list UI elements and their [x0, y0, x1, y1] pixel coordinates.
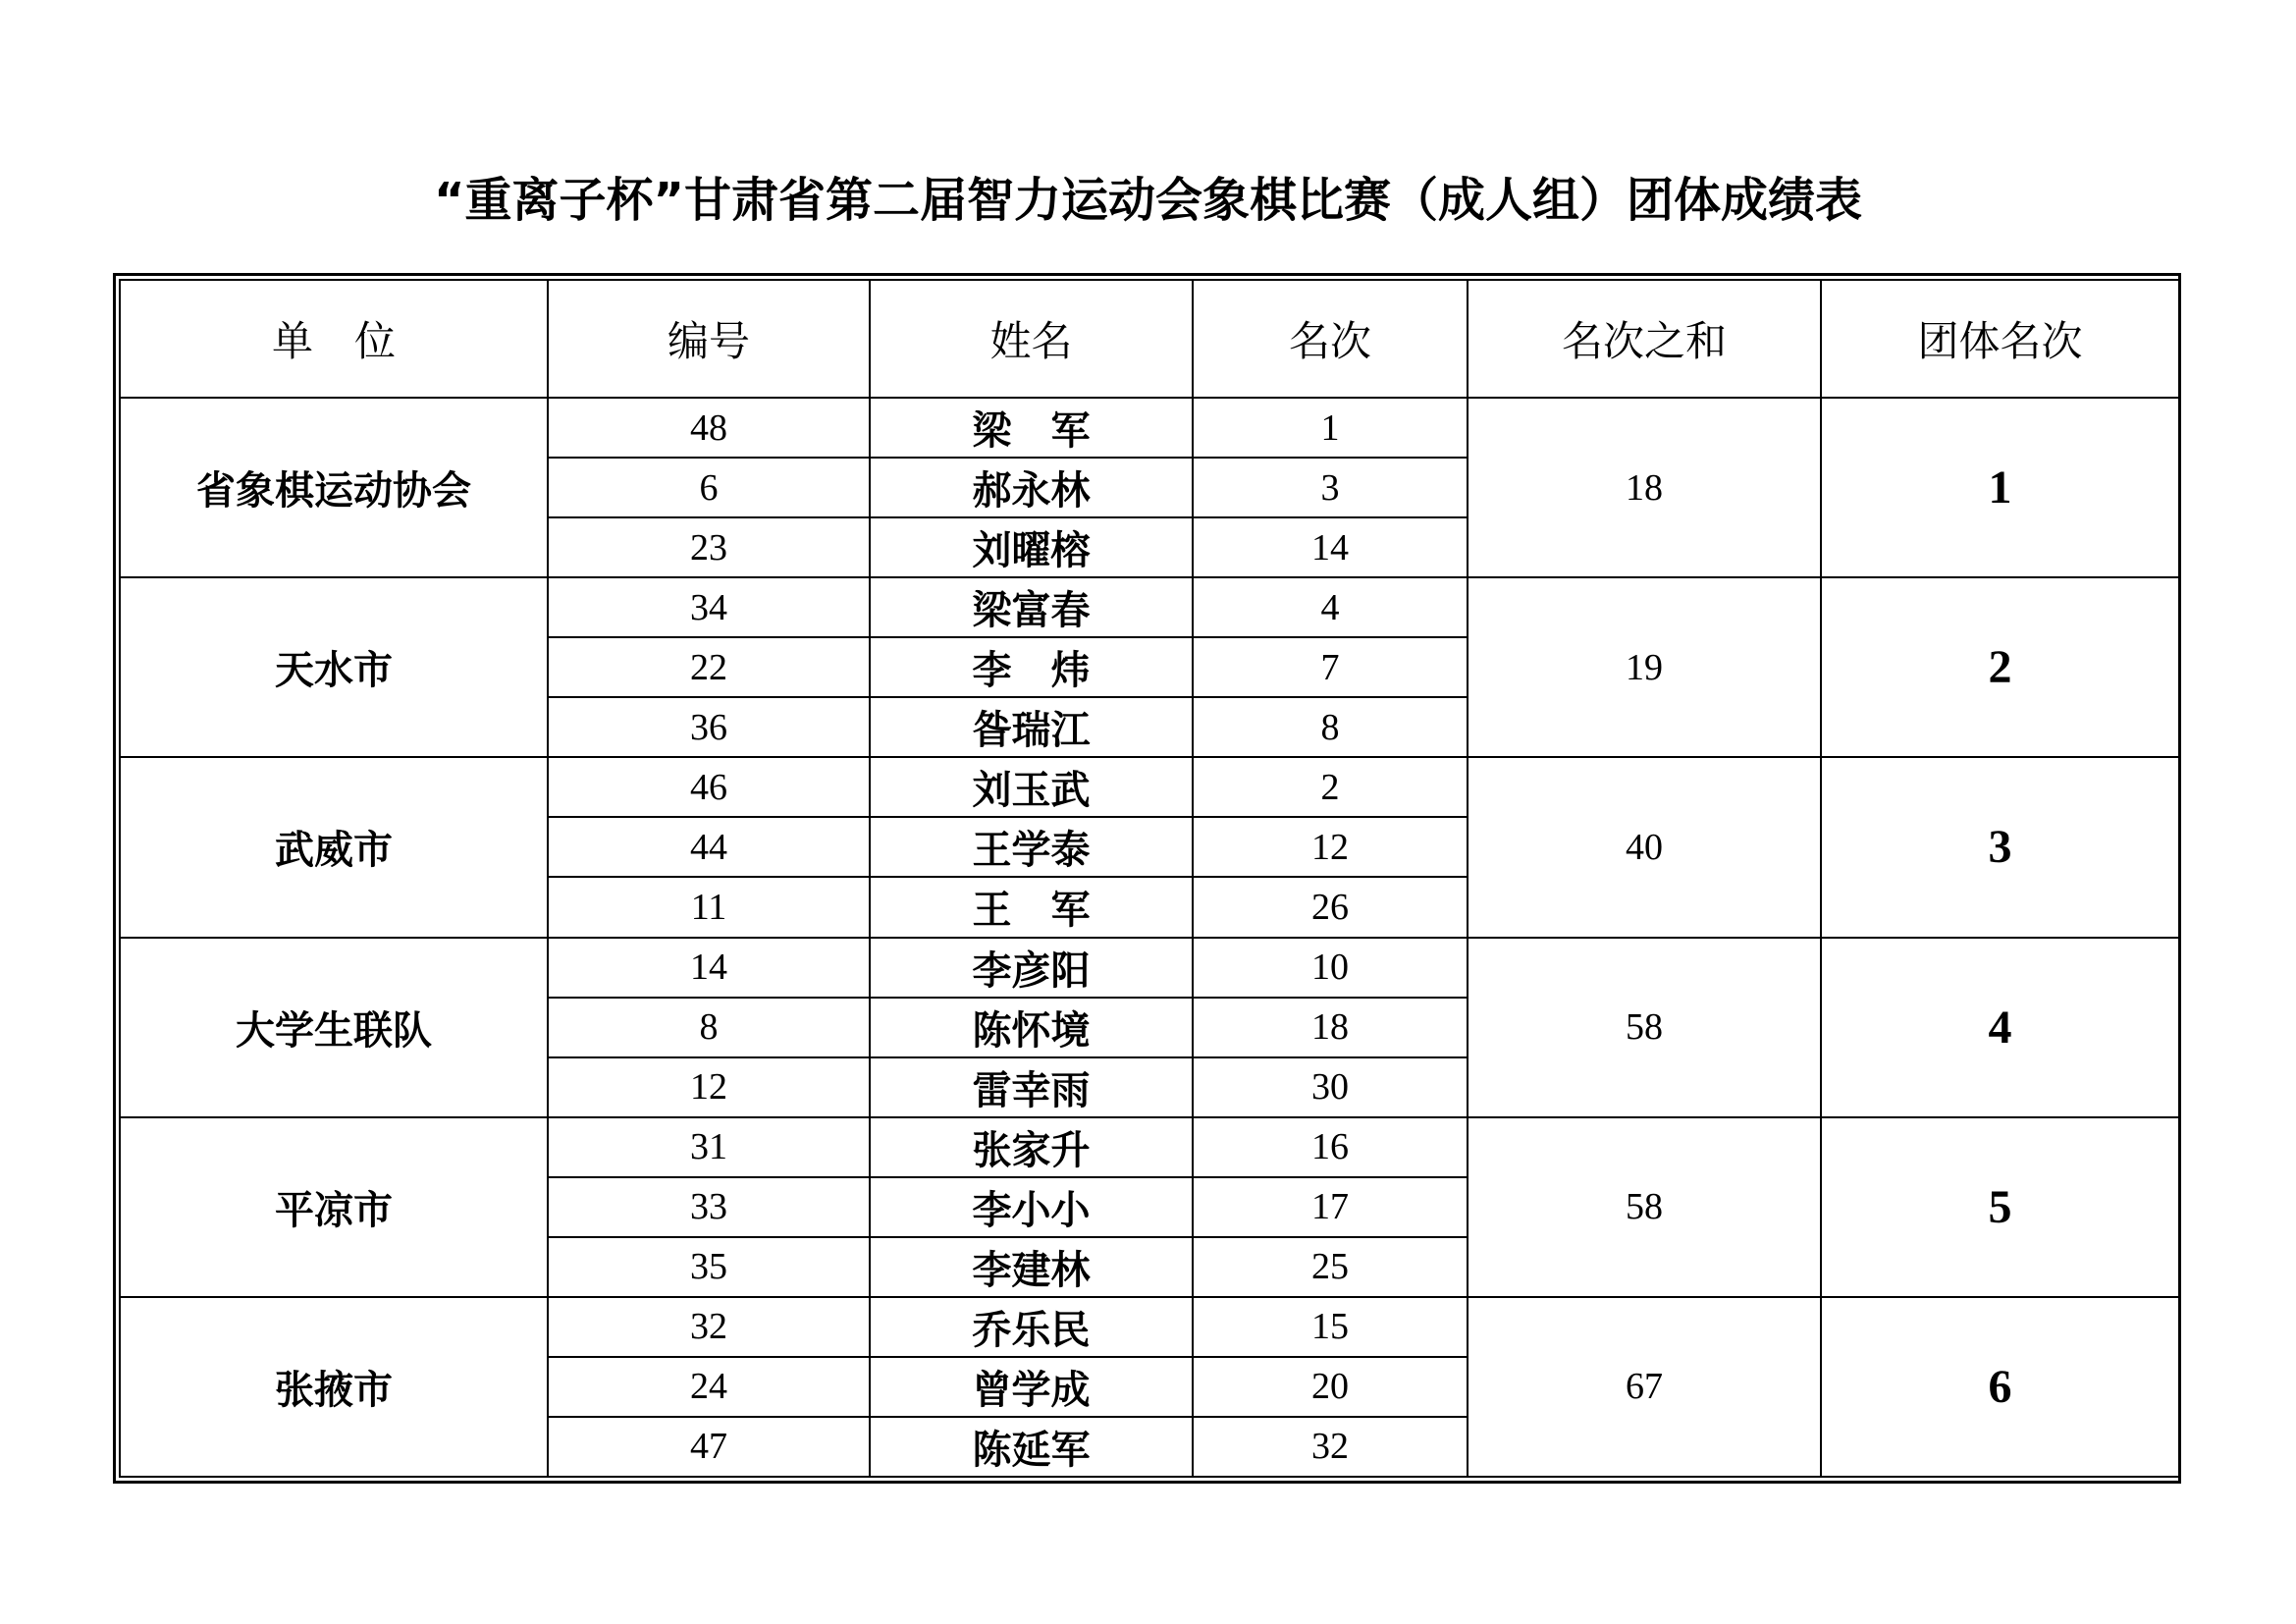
header-rank: 名次 [1193, 280, 1468, 398]
player-number: 47 [548, 1417, 870, 1477]
rank-sum-cell: 40 [1468, 757, 1821, 937]
player-rank: 32 [1193, 1417, 1468, 1477]
player-number: 33 [548, 1177, 870, 1237]
player-name: 刘玉武 [870, 757, 1193, 817]
header-rank-sum: 名次之和 [1468, 280, 1821, 398]
rank-sum-cell: 58 [1468, 938, 1821, 1117]
unit-cell: 张掖市 [120, 1297, 548, 1477]
rank-sum-cell: 67 [1468, 1297, 1821, 1477]
player-rank: 17 [1193, 1177, 1468, 1237]
player-number: 11 [548, 877, 870, 937]
player-name: 梁富春 [870, 577, 1193, 637]
player-rank: 15 [1193, 1297, 1468, 1357]
player-rank: 16 [1193, 1117, 1468, 1177]
player-name: 王 军 [870, 877, 1193, 937]
table-row [120, 1117, 2179, 1177]
player-number: 14 [548, 938, 870, 998]
player-number: 23 [548, 517, 870, 577]
results-table-frame [113, 273, 2181, 1484]
team-rank-cell: 5 [1821, 1117, 2179, 1297]
header-number: 编号 [548, 280, 870, 398]
player-name: 李 炜 [870, 637, 1193, 697]
player-number: 46 [548, 757, 870, 817]
team-results-table [119, 279, 2180, 1478]
header-name: 姓名 [870, 280, 1193, 398]
player-number: 48 [548, 398, 870, 458]
unit-cell: 省象棋运动协会 [120, 398, 548, 577]
player-name: 李小小 [870, 1177, 1193, 1237]
table-row [120, 577, 2179, 637]
player-number: 35 [548, 1237, 870, 1297]
player-rank: 10 [1193, 938, 1468, 998]
player-number: 22 [548, 637, 870, 697]
player-rank: 2 [1193, 757, 1468, 817]
unit-cell: 大学生联队 [120, 938, 548, 1117]
player-rank: 18 [1193, 998, 1468, 1057]
player-name: 乔乐民 [870, 1297, 1193, 1357]
team-rank-cell: 2 [1821, 577, 2179, 757]
player-number: 6 [548, 458, 870, 517]
player-name: 李建林 [870, 1237, 1193, 1297]
player-rank: 8 [1193, 697, 1468, 757]
player-name: 昝瑞江 [870, 697, 1193, 757]
player-number: 36 [548, 697, 870, 757]
player-rank: 20 [1193, 1357, 1468, 1417]
page-title: “重离子杯”甘肃省第二届智力运动会象棋比赛（成人组）团体成绩表 [433, 173, 1863, 228]
player-rank: 14 [1193, 517, 1468, 577]
team-rank-cell: 4 [1821, 938, 2179, 1117]
header-row [120, 280, 2179, 398]
player-name: 刘曜榕 [870, 517, 1193, 577]
player-number: 8 [548, 998, 870, 1057]
rank-sum-cell: 18 [1468, 398, 1821, 577]
table-row [120, 757, 2179, 817]
player-rank: 7 [1193, 637, 1468, 697]
player-rank: 30 [1193, 1057, 1468, 1117]
player-number: 31 [548, 1117, 870, 1177]
player-name: 张家升 [870, 1117, 1193, 1177]
rank-sum-cell: 19 [1468, 577, 1821, 757]
player-rank: 26 [1193, 877, 1468, 937]
player-name: 王学泰 [870, 817, 1193, 877]
header-unit: 单 位 [120, 280, 548, 398]
player-number: 32 [548, 1297, 870, 1357]
player-rank: 25 [1193, 1237, 1468, 1297]
team-rank-cell: 6 [1821, 1297, 2179, 1477]
player-number: 24 [548, 1357, 870, 1417]
player-rank: 12 [1193, 817, 1468, 877]
team-rank-cell: 3 [1821, 757, 2179, 937]
table-row [120, 1297, 2179, 1357]
player-number: 34 [548, 577, 870, 637]
player-rank: 4 [1193, 577, 1468, 637]
unit-cell: 天水市 [120, 577, 548, 757]
player-name: 郝永林 [870, 458, 1193, 517]
player-name: 陈怀境 [870, 998, 1193, 1057]
player-number: 44 [548, 817, 870, 877]
rank-sum-cell: 58 [1468, 1117, 1821, 1297]
header-team-rank: 团体名次 [1821, 280, 2179, 398]
table-row [120, 938, 2179, 998]
player-name: 陈延军 [870, 1417, 1193, 1477]
team-rank-cell: 1 [1821, 398, 2179, 577]
unit-cell: 平凉市 [120, 1117, 548, 1297]
player-name: 曾学成 [870, 1357, 1193, 1417]
table-row [120, 398, 2179, 458]
player-rank: 1 [1193, 398, 1468, 458]
player-name: 雷幸雨 [870, 1057, 1193, 1117]
player-rank: 3 [1193, 458, 1468, 517]
player-name: 李彦阳 [870, 938, 1193, 998]
player-name: 梁 军 [870, 398, 1193, 458]
unit-cell: 武威市 [120, 757, 548, 937]
player-number: 12 [548, 1057, 870, 1117]
